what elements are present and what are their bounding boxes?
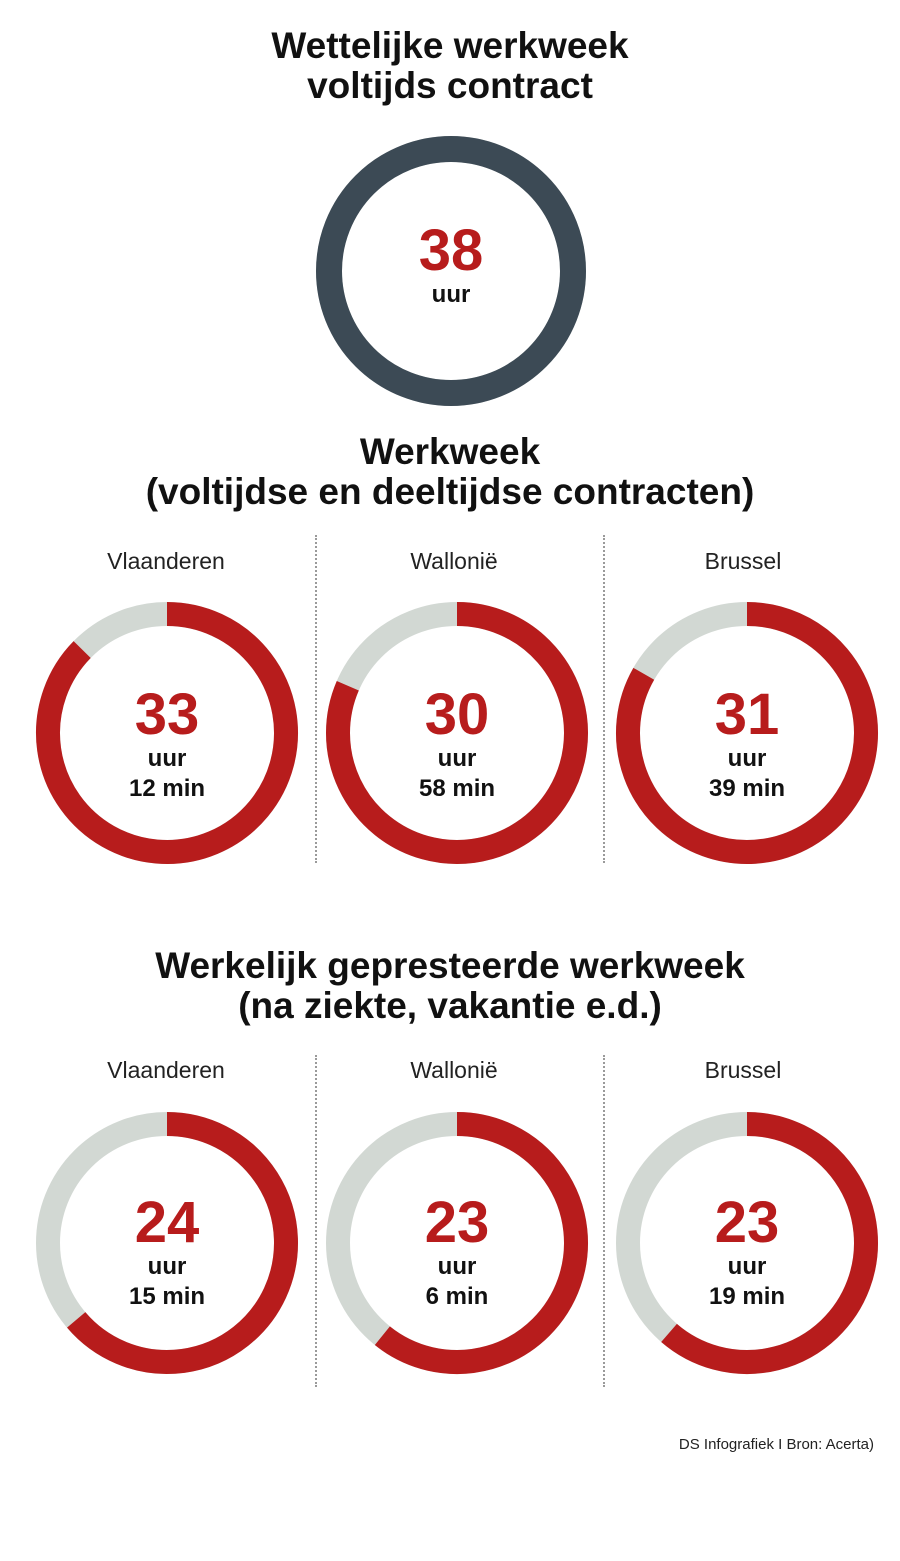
section3-title-line2: (na ziekte, vakantie e.d.): [238, 985, 662, 1026]
section3-region-wallonie: Wallonië: [410, 1057, 498, 1083]
section2-unit-brussel: uur: [727, 745, 767, 772]
section2-minutes-wallonie: 58 min: [418, 775, 496, 802]
section3-region-brussel: Brussel: [704, 1057, 782, 1083]
section2-unit-vlaanderen: uur: [147, 745, 187, 772]
section3-unit-wallonie: uur: [437, 1253, 477, 1280]
section3-minutes-brussel: 19 min: [708, 1283, 786, 1310]
section3-hours-brussel: 23: [714, 1190, 780, 1255]
source-credit: DS Infografiek I Bron: Acerta): [678, 1436, 874, 1453]
section2-divider-1: [315, 535, 317, 863]
section2-region-wallonie: Wallonië: [410, 548, 498, 574]
section1-title: [0, 26, 900, 106]
section2-hours-wallonie: 30: [424, 682, 490, 747]
legal-workweek-value: 38: [418, 218, 484, 283]
section3-divider-1: [315, 1055, 317, 1387]
section3-minutes-wallonie: 6 min: [425, 1283, 489, 1310]
section3-label-brussel: [647, 1190, 847, 1312]
section2-hours-brussel: 31: [714, 682, 780, 747]
section3-unit-brussel: uur: [727, 1253, 767, 1280]
section2-region-vlaanderen: Vlaanderen: [107, 548, 225, 574]
section1-title-line2: voltijds contract: [307, 65, 593, 106]
section2-minutes-vlaanderen: 12 min: [128, 775, 206, 802]
section3-minutes-vlaanderen: 15 min: [128, 1283, 206, 1310]
section3-title: [0, 946, 900, 1026]
section2-title: [0, 432, 900, 512]
section3-label-wallonie: [357, 1190, 557, 1312]
section2-minutes-brussel: 39 min: [708, 775, 786, 802]
section2-label-vlaanderen: [67, 682, 267, 804]
section3-divider-2: [603, 1055, 605, 1387]
section2-divider-2: [603, 535, 605, 863]
section3-hours-wallonie: 23: [424, 1190, 490, 1255]
legal-workweek-label: [351, 218, 551, 310]
section1-title-line1: Wettelijke werkweek: [271, 25, 629, 66]
section2-title-line2: (voltijdse en deeltijdse contracten): [145, 471, 755, 512]
section2-label-brussel: [647, 682, 847, 804]
section3-label-vlaanderen: [67, 1190, 267, 1312]
legal-workweek-unit: uur: [431, 281, 471, 308]
section3-region-vlaanderen: Vlaanderen: [107, 1057, 225, 1083]
section3-title-line1: Werkelijk gepresteerde werkweek: [155, 945, 745, 986]
section3-unit-vlaanderen: uur: [147, 1253, 187, 1280]
section3-hours-vlaanderen: 24: [134, 1190, 200, 1255]
section2-title-line1: Werkweek: [359, 431, 541, 472]
section2-label-wallonie: [357, 682, 557, 804]
section2-hours-vlaanderen: 33: [134, 682, 200, 747]
section2-unit-wallonie: uur: [437, 745, 477, 772]
section2-region-brussel: Brussel: [704, 548, 782, 574]
